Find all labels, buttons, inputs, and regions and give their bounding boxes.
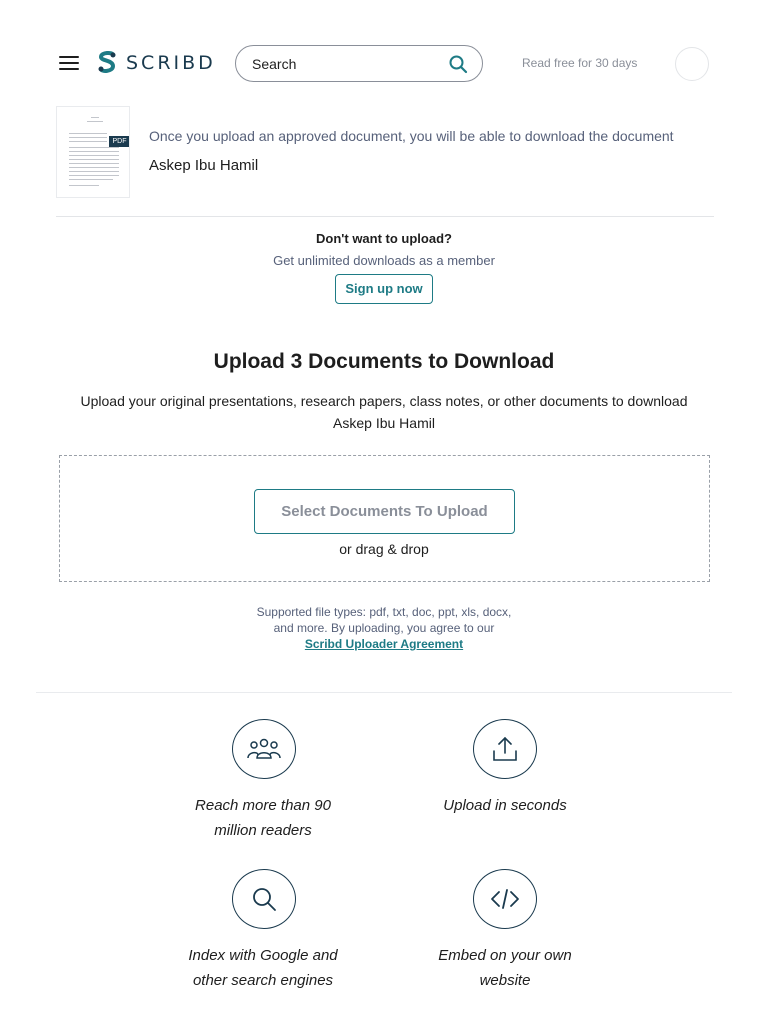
feature-reach-readers [153,793,373,843]
supported-line: Supported file types: pdf, txt, doc, ppt, xls, docx, [256,605,512,619]
scribd-logo-mark-icon [96,50,118,76]
read-free-link[interactable]: Read free for 30 days [522,56,638,70]
scribd-logo[interactable] [96,49,216,77]
feature-index-google [153,943,373,993]
top-header [0,0,768,120]
code-icon [473,869,537,929]
select-documents-button[interactable]: Select Documents To Upload [254,489,515,534]
upload-icon [473,719,537,779]
document-thumbnail[interactable] [56,106,130,198]
upload-description-doc-title: Askep Ibu Hamil [333,415,435,431]
people-icon [232,719,296,779]
feature-text-line: Index with Google and [188,947,338,964]
upload-description-line: Upload your original presentations, research papers, class notes, or other documents to download [80,393,688,409]
uploader-agreement-link[interactable]: Scribd Uploader Agreement [304,637,464,651]
sign-up-button[interactable]: Sign up now [335,274,433,304]
feature-text-line: Reach more than 90 [195,797,331,814]
divider [36,692,732,693]
feature-text-line: Embed on your own [438,947,572,964]
search-input[interactable] [252,56,432,72]
feature-upload-seconds [395,793,615,818]
search-icon [232,869,296,929]
menu-icon[interactable] [59,56,79,72]
avatar[interactable] [675,47,709,81]
brand-name: SCRIBD [126,52,216,74]
download-info-text: Once you upload an approved document, you will be able to download the document [149,128,674,144]
upsell-subtext: Get unlimited downloads as a member [273,253,495,268]
pdf-badge: PDF [109,136,130,147]
supported-line: and more. By uploading, you agree to our [273,621,495,635]
upload-description [60,390,708,434]
feature-text-line: million readers [214,822,312,839]
search-bar [235,45,483,82]
upload-title: Upload 3 Documents to Download [213,350,555,373]
search-icon[interactable] [448,54,468,74]
drag-drop-text: or drag & drop [339,541,429,557]
feature-text-line: Upload in seconds [443,797,567,814]
feature-text-line: other search engines [192,972,334,989]
divider [56,216,714,217]
feature-embed-website [395,943,615,993]
feature-text-line: website [479,972,531,989]
document-title[interactable]: Askep Ibu Hamil [149,157,259,174]
upsell-heading: Don't want to upload? [316,231,452,246]
supported-file-types [0,604,768,636]
